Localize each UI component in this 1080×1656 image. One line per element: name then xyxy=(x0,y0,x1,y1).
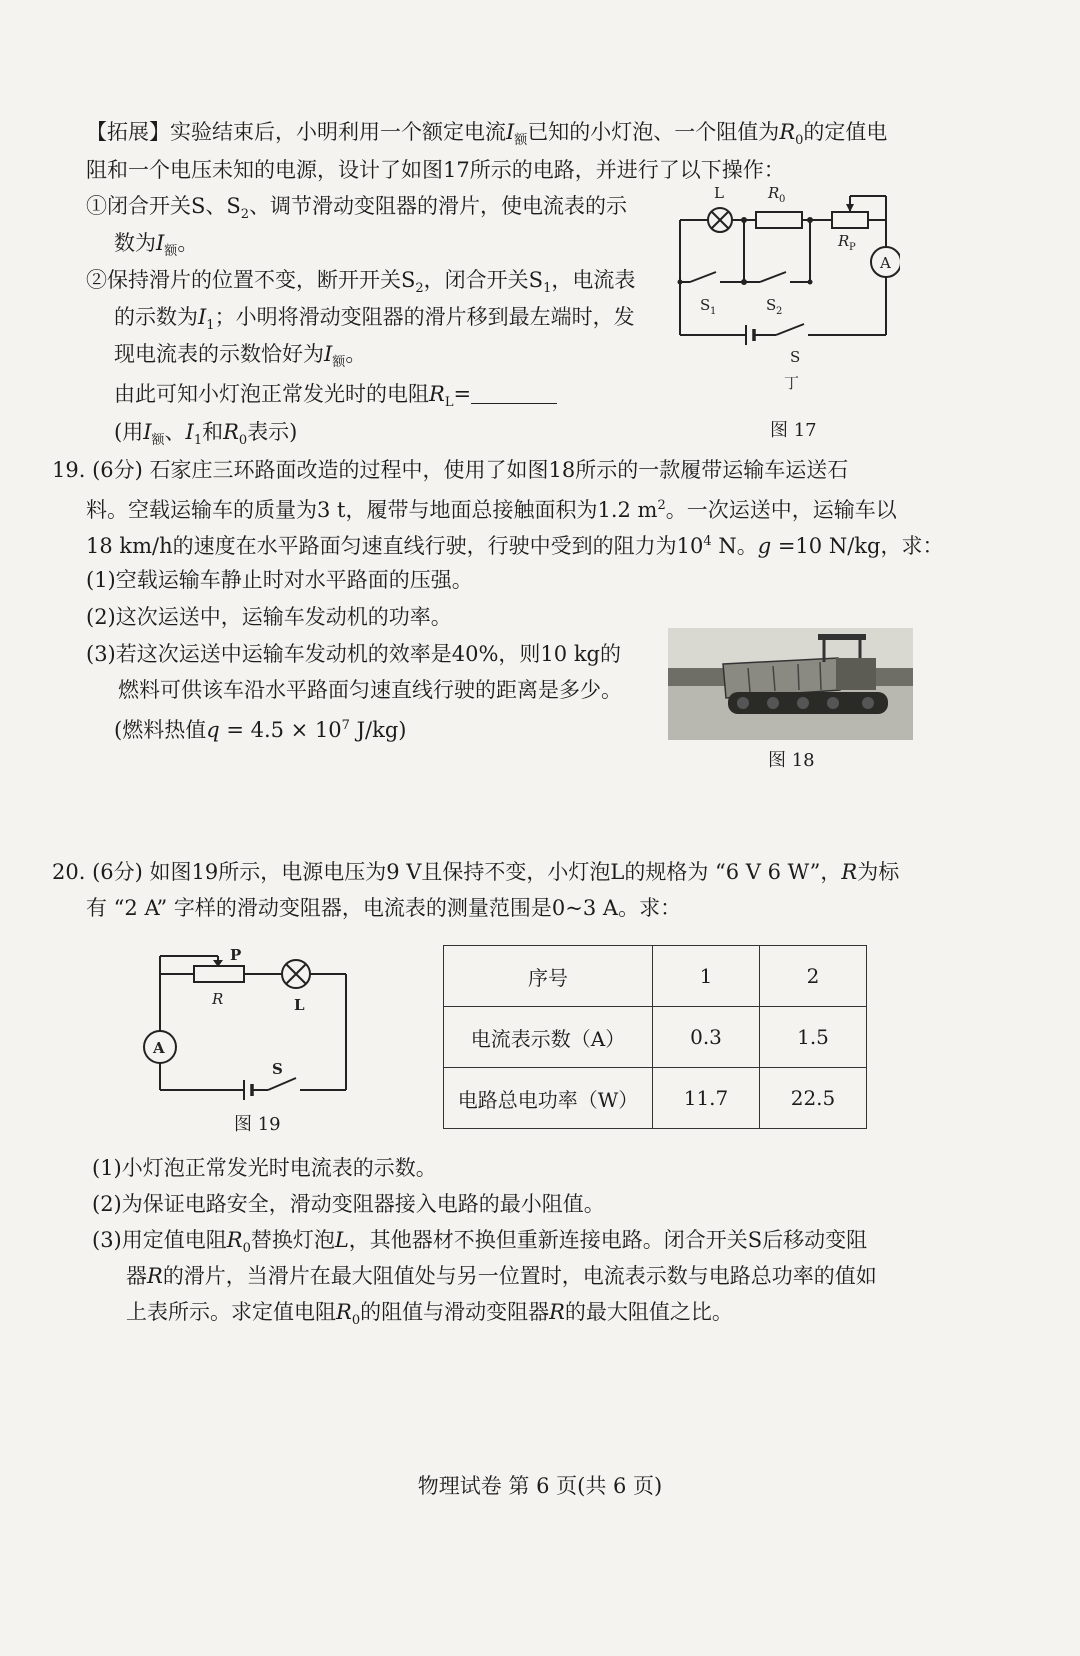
q19-part-2: (2)这次运送中，运输车发动机的功率。 xyxy=(86,605,452,629)
superscript: 4 xyxy=(703,534,712,549)
table-cell-label: 电流表示数（A） xyxy=(444,1007,653,1068)
bed-rib xyxy=(798,664,799,690)
symbol-i: I xyxy=(506,120,515,144)
answer-blank[interactable] xyxy=(471,381,557,404)
text: ，闭合开关S xyxy=(423,268,544,292)
text: ；小明将滑动变阻器的滑片移到最左端时，发 xyxy=(214,305,635,329)
subscript: 额 xyxy=(332,355,346,370)
table-header-cell: 序号 xyxy=(444,946,653,1007)
text: 。 xyxy=(177,231,199,255)
subscript: 额 xyxy=(151,433,165,448)
text: 的定值电 xyxy=(803,120,888,144)
track-wheel xyxy=(767,697,779,709)
switch-s-icon xyxy=(776,324,804,335)
text: 。一次运送中，运输车以 xyxy=(665,498,897,522)
table-row xyxy=(444,1068,867,1129)
text: 的阻值与滑动变阻器 xyxy=(360,1300,550,1324)
text: 和 xyxy=(202,420,224,444)
subscript: 额 xyxy=(514,133,528,148)
cab xyxy=(836,658,876,690)
text: = xyxy=(453,382,472,406)
page-footer: 物理试卷 第 6 页(共 6 页) xyxy=(417,1474,663,1498)
text: 阻和一个电压未知的电源，设计了如图17所示的电路，并进行了以下操作： xyxy=(86,158,785,182)
label-rp: R xyxy=(838,232,850,250)
q20-part-3-line-2 xyxy=(126,1258,877,1294)
truck-drawing xyxy=(668,628,913,740)
symbol-r: R xyxy=(223,420,239,444)
label-s1-sub: 1 xyxy=(710,306,717,317)
label-l: L xyxy=(714,184,724,202)
q19-part-3-line-3 xyxy=(114,708,406,748)
table-header-cell: 2 xyxy=(760,946,867,1007)
text: 已知的小灯泡、一个阻值为 xyxy=(527,120,780,144)
q19-part-1: (1)空载运输车静止时对水平路面的压强。 xyxy=(86,568,473,592)
symbol-q: q xyxy=(206,718,220,742)
q20-part-3-line-3 xyxy=(126,1294,733,1339)
symbol-r: R xyxy=(226,1228,243,1252)
text: =10 N/kg，求： xyxy=(771,534,944,558)
text: (3)用定值电阻 xyxy=(92,1228,227,1252)
label-s1: S xyxy=(700,296,711,314)
symbol-l: L xyxy=(334,1228,349,1252)
figure-18-caption: 图 18 xyxy=(768,750,815,771)
text: ①闭合开关S、S xyxy=(86,194,241,218)
table-cell-label: 电路总电功率（W） xyxy=(444,1068,653,1129)
subscript: 0 xyxy=(795,133,804,148)
rheostat-icon xyxy=(832,212,868,228)
bed-rib xyxy=(820,662,821,690)
track-wheel xyxy=(827,697,839,709)
junction-dot xyxy=(741,279,747,285)
text: ②保持滑片的位置不变，断开开关S xyxy=(86,268,416,292)
track-wheel xyxy=(862,697,874,709)
track-wheel xyxy=(737,697,749,709)
table-cell: 1.5 xyxy=(760,1007,867,1068)
text: ，其他器材不换但重新连接电路。闭合开关S后移动变阻 xyxy=(348,1228,868,1252)
figure-18-truck-photo xyxy=(668,628,913,740)
track-wheel xyxy=(797,697,809,709)
symbol-i: I xyxy=(156,231,165,255)
text: 的最大阻值之比。 xyxy=(564,1300,733,1324)
text: 的滑片，当滑片在最大阻值处与另一位置时，电流表示数与电路总功率的值如 xyxy=(162,1264,877,1288)
switch-s2-icon xyxy=(760,272,786,282)
symbol-i: I xyxy=(143,420,152,444)
superscript: 2 xyxy=(657,498,666,513)
q20-part-1: (1)小灯泡正常发光时电流表的示数。 xyxy=(92,1156,437,1180)
label-r: R xyxy=(212,990,224,1008)
figure-19-circuit xyxy=(138,944,358,1104)
junction-dot xyxy=(808,280,813,285)
text: ，电流表 xyxy=(551,268,636,292)
text: 、调节滑动变阻器的滑片，使电流表的示 xyxy=(249,194,628,218)
table-cell: 0.3 xyxy=(653,1007,760,1068)
symbol-i: I xyxy=(324,342,333,366)
junction-dot xyxy=(741,217,747,223)
subscript: 1 xyxy=(206,318,215,333)
symbol-r: R xyxy=(336,1300,352,1324)
text: J/kg) xyxy=(349,718,407,742)
label-s: S xyxy=(272,1060,283,1078)
text: 为标 xyxy=(857,860,900,884)
text: 20. (6分) 如图19所示，电源电压为9 V且保持不变，小灯泡L的规格为 “6 V 6 W”， xyxy=(52,860,842,884)
text: N。 xyxy=(711,534,758,558)
slider-arrow-icon xyxy=(846,204,854,212)
rheostat-icon xyxy=(194,966,244,982)
junction-dot xyxy=(807,217,813,223)
text: 替换灯泡 xyxy=(250,1228,335,1252)
label-s2-sub: 2 xyxy=(776,306,783,317)
text: 表示) xyxy=(247,420,298,444)
figure-19-caption: 图 19 xyxy=(234,1114,281,1135)
subscript: 0 xyxy=(238,433,248,448)
symbol-g: g xyxy=(757,534,772,558)
text: 器 xyxy=(126,1264,147,1288)
q20-part-2: (2)为保证电路安全，滑动变阻器接入电路的最小阻值。 xyxy=(92,1192,605,1216)
label-l: L xyxy=(294,996,305,1014)
label-p: P xyxy=(230,946,242,964)
q19-part-3-line-2: 燃料可供该车沿水平路面匀速直线行驶的距离是多少。 xyxy=(118,678,622,702)
switch-s1-icon xyxy=(690,272,716,282)
text: (用 xyxy=(114,420,144,444)
subscript: 0 xyxy=(242,1241,251,1256)
subscript: 1 xyxy=(543,281,552,296)
superscript: 7 xyxy=(341,718,350,733)
text: 【拓展】实验结束后，小明利用一个额定电流 xyxy=(86,120,506,144)
table-header-row xyxy=(444,946,867,1007)
text: 料。空载运输车的质量为3 t，履带与地面总接触面积为1.2 m xyxy=(86,498,658,522)
text: 18 km/h的速度在水平路面匀速直线行驶，行驶中受到的阻力为10 xyxy=(86,534,704,558)
label-s: S xyxy=(790,348,801,366)
junction-dot xyxy=(678,280,683,285)
text: 上表所示。求定值电阻 xyxy=(126,1300,336,1324)
label-r0: R xyxy=(768,184,780,202)
text: 由此可知小灯泡正常发光时的电阻 xyxy=(114,382,429,406)
step-2-line-3 xyxy=(114,336,366,381)
data-table xyxy=(443,945,867,1129)
subscript: L xyxy=(444,395,454,410)
symbol-i: I xyxy=(198,305,207,329)
text: 、 xyxy=(164,420,186,444)
text: 。 xyxy=(345,342,367,366)
table-cell: 11.7 xyxy=(653,1068,760,1129)
subscript: 0 xyxy=(351,1313,361,1328)
symbol-r: R xyxy=(841,860,858,884)
q19-line-1 xyxy=(52,452,848,488)
table-row xyxy=(444,1007,867,1068)
label-ding: 丁 xyxy=(784,374,800,392)
text: 的示数为 xyxy=(114,305,198,329)
text: (燃料热值 xyxy=(114,718,207,742)
table-cell: 22.5 xyxy=(760,1068,867,1129)
subscript: 1 xyxy=(193,433,203,448)
figure-17-caption: 图 17 xyxy=(770,420,817,441)
q20-line-2: 有 “2 A” 字样的滑动变阻器，电流表的测量范围是0~3 A。求： xyxy=(86,896,682,920)
symbol-r: R xyxy=(549,1300,565,1324)
resistor-r0-icon xyxy=(756,212,802,228)
table-header-cell: 1 xyxy=(653,946,760,1007)
text: 数为 xyxy=(114,231,156,255)
text: 现电流表的示数恰好为 xyxy=(114,342,324,366)
symbol-r: R xyxy=(429,382,445,406)
q19-line-2 xyxy=(86,488,897,528)
q19-line-3 xyxy=(86,524,943,564)
label-ammeter: A xyxy=(153,1039,165,1057)
symbol-i: I xyxy=(185,420,194,444)
q19-part-3-line-1: (3)若这次运送中运输车发动机的效率是40%，则10 kg的 xyxy=(86,642,621,666)
symbol-r: R xyxy=(147,1264,163,1288)
subscript: 额 xyxy=(164,244,178,259)
symbol-r: R xyxy=(779,120,796,144)
label-s2: S xyxy=(766,296,777,314)
subscript: 2 xyxy=(240,207,250,222)
figure-17-circuit xyxy=(660,182,900,392)
subscript: 2 xyxy=(415,281,424,296)
label-ammeter: A xyxy=(880,254,891,272)
text: = 4.5 × 10 xyxy=(219,718,342,742)
switch-icon xyxy=(268,1078,296,1090)
text: 19. (6分) 石家庄三环路面改造的过程中，使用了如图18所示的一款履带运输车运送石 xyxy=(52,458,849,482)
q20-line-1 xyxy=(52,854,899,890)
label-rp-sub: P xyxy=(849,242,856,253)
label-r0-sub: 0 xyxy=(779,194,786,205)
